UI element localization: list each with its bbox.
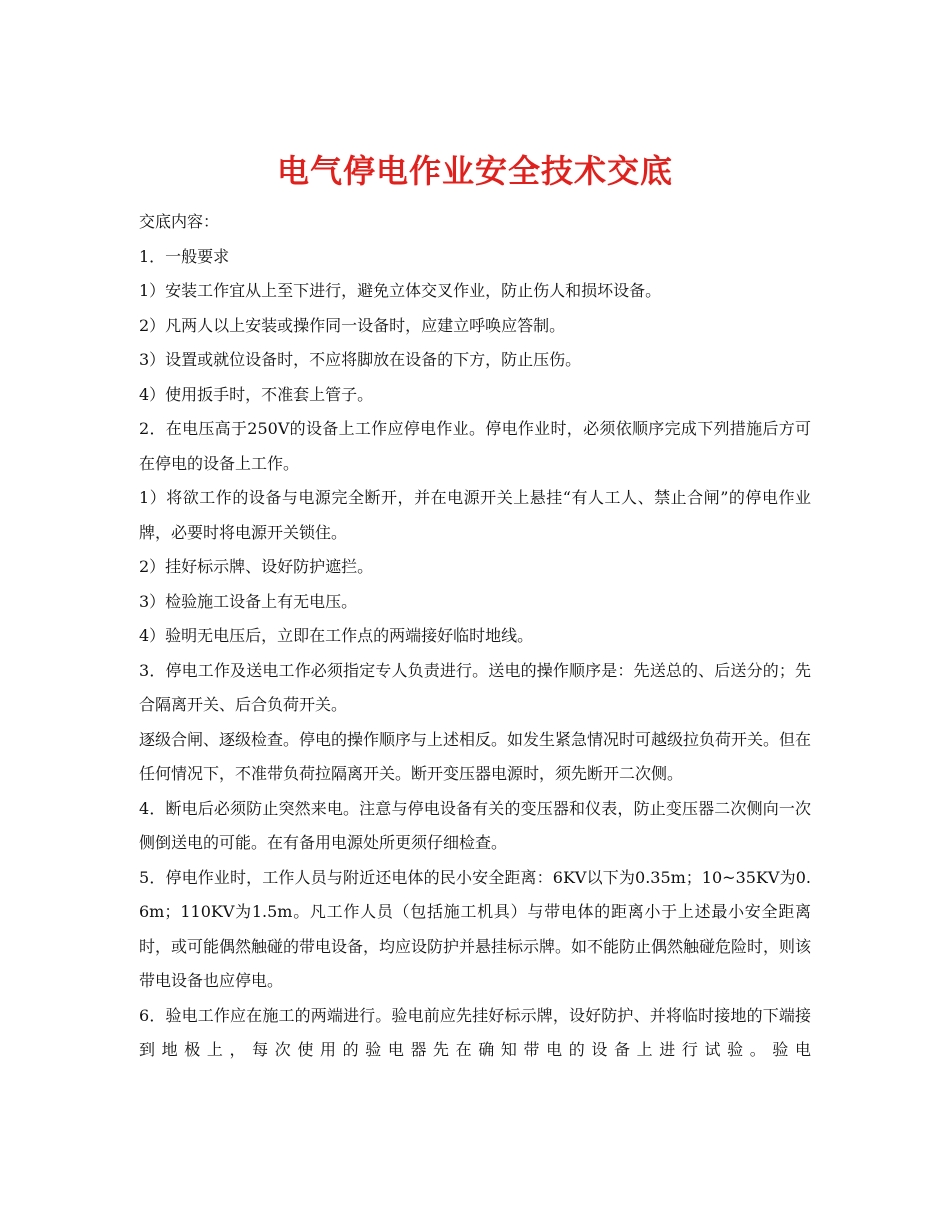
paragraph: 3．停电工作及送电工作必须指定专人负责进行。送电的操作顺序是：先送总的、后送分的；先合隔离开关、后合负荷开关。 <box>139 660 811 714</box>
paragraph: 4）使用扳手时，不准套上管子。 <box>139 384 374 404</box>
paragraph: 1）将欲工作的设备与电源完全断开，并在电源开关上悬挂“有人工人、禁止合闸”的停电作业牌，必要时将电源开关锁住。 <box>139 488 811 542</box>
paragraph: 交底内容： <box>139 212 220 231</box>
paragraph: 1）安装工作宜从上至下进行，避免立体交叉作业，防止伤人和损坏设备。 <box>139 281 662 300</box>
document-title: 电气停电作业安全技术交底 <box>276 152 673 191</box>
paragraph: 2）挂好标示牌、设好防护遮拦。 <box>139 557 374 576</box>
paragraph: 2）凡两人以上安装或操作同一设备时，应建立呼唤应答制。 <box>139 315 566 335</box>
paragraph: 3）检验施工设备上有无电压。 <box>139 591 358 611</box>
paragraph: 4）验明无电压后，立即在工作点的两端接好临时地线。 <box>139 626 534 645</box>
paragraph: 3）设置或就位设备时，不应将脚放在设备的下方，防止压伤。 <box>139 350 582 369</box>
paragraph: 6．验电工作应在施工的两端进行。验电前应先挂好标示牌，设好防护、并将临时接地的下端接到地极上，每次使用的验电器先在确知带电的设备上进行试验。验电 <box>139 1005 811 1059</box>
paragraph: 5．停电作业时，工作人员与附近还电体的民小安全距离：6KV以下为0.35m；10~35KV为0.6m；110KV为1.5m。凡工作人员（包括施工机具）与带电体的距离小于上述最小安全距离时，或可能偶然触碰的带电设备，均应设防护并悬挂标示牌。如不能防止偶然触碰危险时，则该带电设备也应停电。 <box>139 867 812 990</box>
paragraph: 4．断电后必须防止突然来电。注意与停电设备有关的变压器和仪表，防止变压器二次侧向一次侧倒送电的可能。在有备用电源处所更须仔细检查。 <box>139 798 811 852</box>
paragraph: 逐级合闸、逐级检查。停电的操作顺序与上述相反。如发生紧急情况时可越级拉负荷开关。但在任何情况下，不准带负荷拉隔离开关。断开变压器电源时，须先断开二次侧。 <box>139 729 812 783</box>
paragraph: 1．一般要求 <box>139 246 230 266</box>
document-body <box>139 205 811 1068</box>
paragraph: 2．在电压高于250V的设备上工作应停电作业。停电作业时，必须依顺序完成下列措施后方可在停电的设备上工作。 <box>139 419 811 473</box>
